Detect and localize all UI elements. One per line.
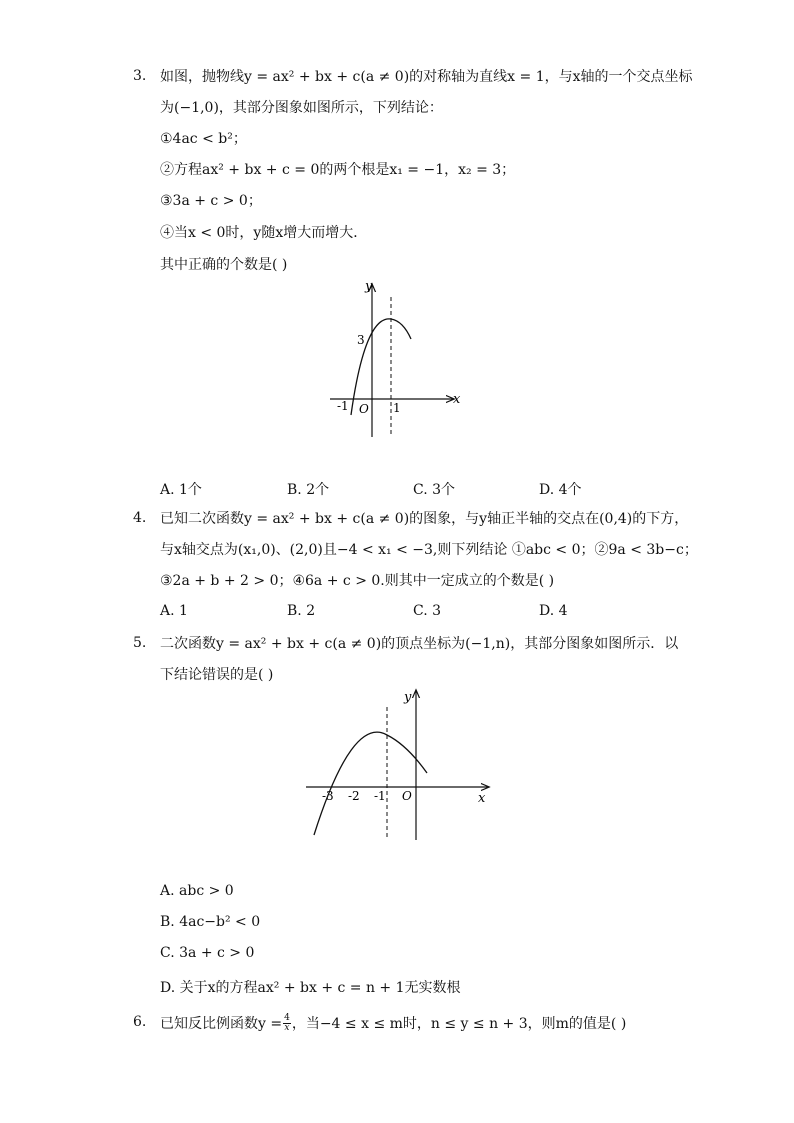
q4-option-c[interactable]: C. 3 bbox=[413, 603, 442, 619]
q4-option-d[interactable]: D. 4 bbox=[539, 603, 568, 619]
q3-option-d[interactable]: D. 4个 bbox=[539, 482, 582, 498]
q3-parabola-graph bbox=[325, 275, 470, 445]
q6-fraction bbox=[283, 1014, 291, 1033]
q3-statement-3: ③3a + c > 0； bbox=[160, 193, 262, 209]
q5-option-c[interactable]: C. 3a + c > 0 bbox=[160, 945, 255, 961]
q3-option-c[interactable]: C. 3个 bbox=[413, 482, 456, 498]
q4-option-b[interactable]: B. 2 bbox=[287, 603, 316, 619]
q3-stem-line2: 为(−1,0)，其部分图象如图所示，下列结论： bbox=[160, 100, 443, 116]
q6-number: 6. bbox=[133, 1014, 147, 1030]
q3-y-label: y bbox=[365, 279, 373, 294]
q5-option-b[interactable]: B. 4ac−b² < 0 bbox=[160, 914, 261, 930]
q6-stem-part1: 已知反比例函数y = bbox=[160, 1015, 283, 1032]
q5-tick-neg2: -2 bbox=[348, 789, 360, 803]
q5-tick-neg3: -3 bbox=[322, 789, 334, 803]
q5-tick-neg1: -1 bbox=[374, 789, 386, 803]
q5-parabola-curve bbox=[314, 732, 427, 835]
q5-stem-line2: 下结论错误的是( ) bbox=[160, 667, 274, 683]
q6-fraction-denominator: x bbox=[284, 1023, 290, 1033]
q3-statement-2: ②方程ax² + bx + c = 0的两个根是x₁ = −1，x₂ = 3； bbox=[160, 162, 516, 178]
q3-tick-3: 3 bbox=[357, 333, 365, 347]
q5-number: 5. bbox=[133, 635, 147, 651]
q4-option-a[interactable]: A. 1 bbox=[160, 603, 188, 619]
q6-stem-part2: ，当−4 ≤ x ≤ m时，n ≤ y ≤ n + 3，则m的值是( ) bbox=[291, 1015, 627, 1032]
q3-statement-1: ①4ac < b²； bbox=[160, 131, 247, 147]
q3-tick-1: 1 bbox=[393, 401, 401, 415]
q3-option-a[interactable]: A. 1个 bbox=[160, 482, 202, 498]
q5-option-a[interactable]: A. abc > 0 bbox=[160, 883, 234, 899]
q4-number: 4. bbox=[133, 510, 147, 526]
q3-statement-4: ④当x < 0时，y随x增大而增大． bbox=[160, 225, 368, 241]
q3-stem-line1: 如图，抛物线y = ax² + bx + c(a ≠ 0)的对称轴为直线x = 1，与x轴的一个交点坐标 bbox=[160, 69, 693, 85]
q4-stem-line2: 与x轴交点为(x₁,0)、(2,0)且−4 < x₁ < −3,则下列结论 ①abc < 0；②9a < 3b−c； bbox=[160, 542, 698, 558]
q3-number: 3. bbox=[133, 68, 147, 84]
q3-question: 其中正确的个数是( ) bbox=[160, 257, 288, 273]
q4-stem-line3: ③2a + b + 2 > 0；④6a + c > 0.则其中一定成立的个数是( ) bbox=[160, 573, 555, 589]
q5-y-label: y bbox=[404, 690, 412, 705]
q4-stem-line1: 已知二次函数y = ax² + bx + c(a ≠ 0)的图象，与y轴正半轴的交点在(0,4)的下方， bbox=[160, 511, 689, 527]
q3-option-b[interactable]: B. 2个 bbox=[287, 482, 330, 498]
q6-stem bbox=[160, 1014, 626, 1033]
q5-parabola-graph bbox=[302, 685, 492, 845]
q6-fraction-numerator: 4 bbox=[284, 1013, 290, 1023]
q5-stem-line1: 二次函数y = ax² + bx + c(a ≠ 0)的顶点坐标为(−1,n)，其部分图象如图所示．以 bbox=[160, 636, 679, 652]
q5-x-label: x bbox=[478, 791, 486, 806]
q3-x-label: x bbox=[453, 392, 461, 407]
q5-option-d[interactable]: D. 关于x的方程ax² + bx + c = n + 1无实数根 bbox=[160, 980, 461, 996]
q3-origin-label: O bbox=[359, 402, 369, 416]
q5-origin-label: O bbox=[402, 789, 412, 803]
q3-tick-neg1: -1 bbox=[337, 399, 349, 413]
